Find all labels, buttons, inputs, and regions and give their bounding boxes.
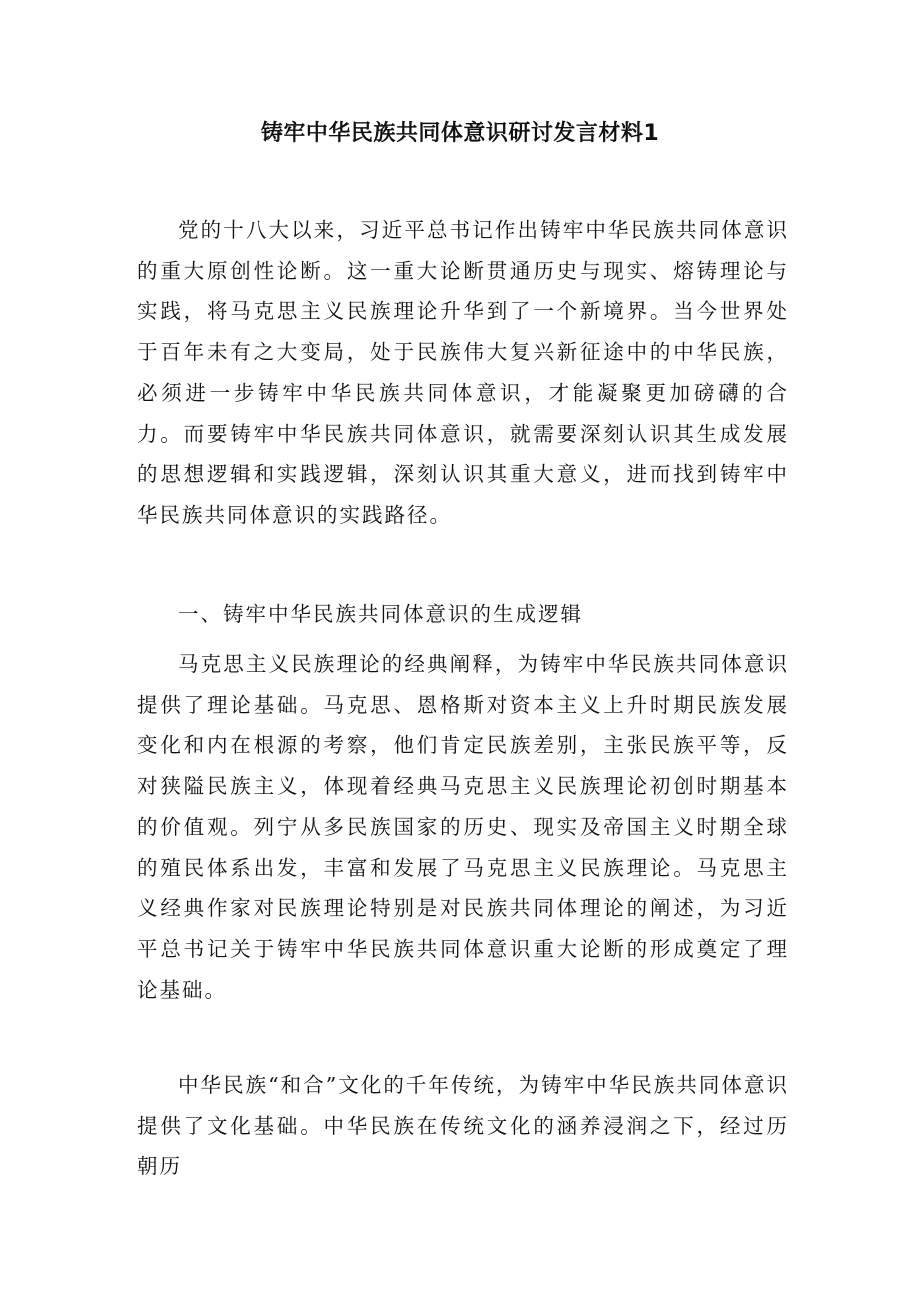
section-heading-1: 一、铸牢中华民族共同体意识的生成逻辑 <box>178 602 583 626</box>
paragraph-marxism-theory: 马克思主义民族理论的经典阐释，为铸牢中华民族共同体意识提供了理论基础。马克思、恩格斯对资本主义上升时期民族发展变化和内在根源的考察，他们肯定民族差别，主张民族平等，反对狭隘民族主义，体现着经典马克思主义民族理论初创时期基本的价值观。列宁从多民族国家的历史、现实及帝国主义时期全球的殖民体系出发，丰富和发展了马克思主义民族理论。马克思主义经典作家对民族理论特别是对民族共同体理论的阐述，为习近平总书记关于铸牢中华民族共同体意识重大论断的形成奠定了理论基础。 <box>137 652 789 1002</box>
paragraph-intro: 党的十八大以来，习近平总书记作出铸牢中华民族共同体意识的重大原创性论断。这一重大论断贯通历史与现实、熔铸理论与实践，将马克思主义民族理论升华到了一个新境界。当今世界处于百年未有之大变局，处于民族伟大复兴新征途中的中华民族，必须进一步铸牢中华民族共同体意识，才能凝聚更加磅礴的合力。而要铸牢中华民族共同体意识，就需要深刻认识其生成发展的思想逻辑和实践逻辑，深刻认识其重大意义，进而找到铸牢中华民族共同体意识的实践路径。 <box>137 218 789 527</box>
document-title: 铸牢中华民族共同体意识研讨发言材料1 <box>260 121 660 146</box>
paragraph-harmony-culture: 中华民族“和合”文化的千年传统，为铸牢中华民族共同体意识提供了文化基础。中华民族在传统文化的涵养浸润之下，经过历朝历 <box>137 1073 789 1179</box>
